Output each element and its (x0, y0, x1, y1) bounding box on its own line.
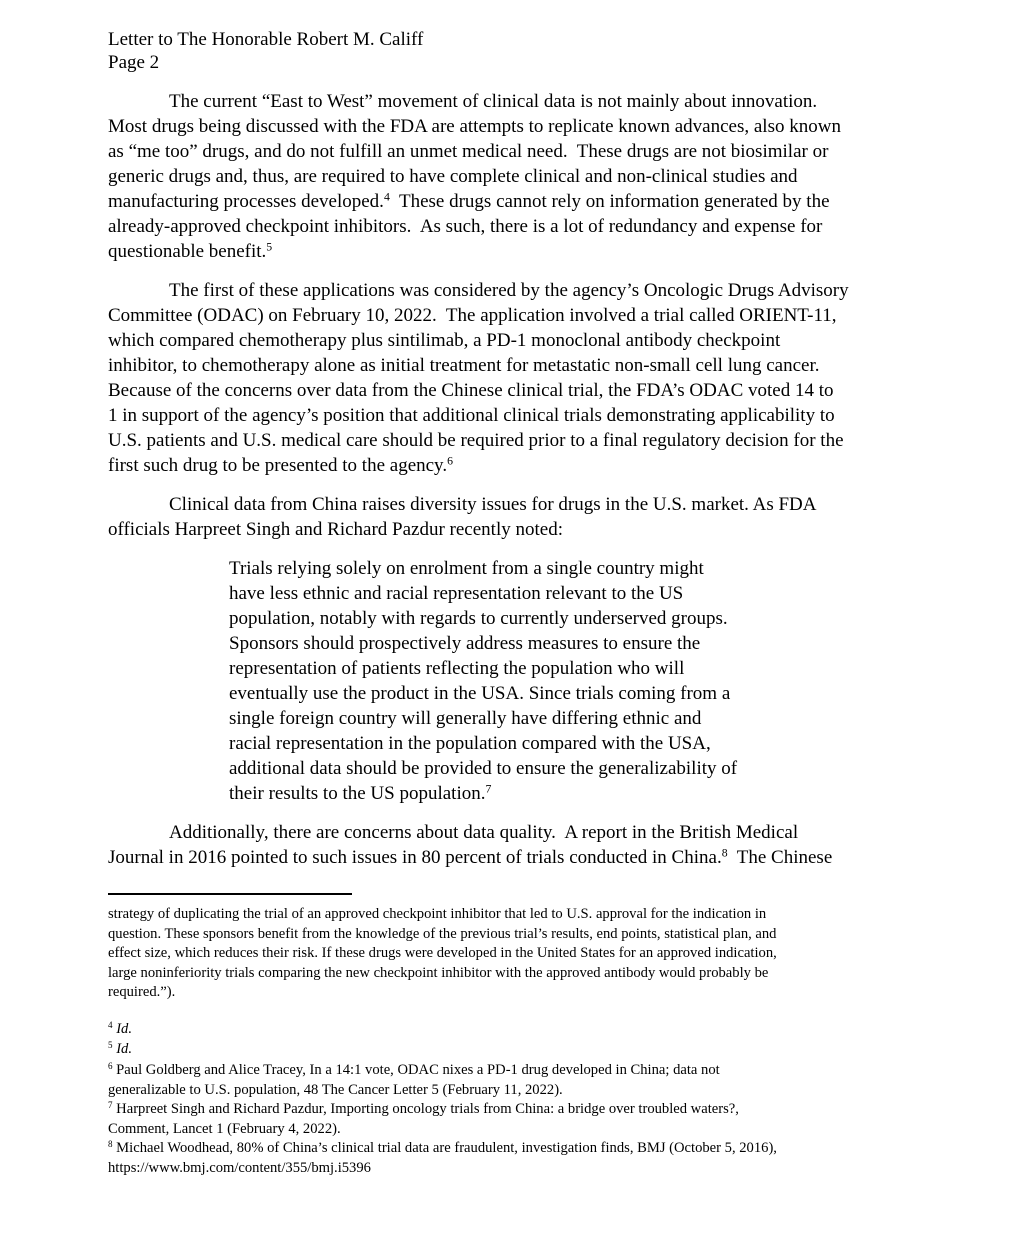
text-span: Journal in 2016 pointed to such issues in 80 percent of trials conducted in China. (108, 847, 722, 868)
text-line: Most drugs being discussed with the FDA are attempts to replicate known advances, also known (108, 116, 841, 137)
footnote-line: required.”). (108, 984, 176, 1000)
text-span: manufacturing processes developed. (108, 191, 384, 212)
footnote-text: Id. (116, 1021, 132, 1037)
text-line (108, 453, 453, 478)
footnote-text: Paul Goldberg and Alice Tracey, In a 14:1 vote, ODAC nixes a PD-1 drug developed in China; data not (112, 1062, 720, 1078)
text-line (108, 239, 272, 264)
footnote-ref-8[interactable]: 8 (721, 846, 728, 860)
footnote-line: Comment, Lancet 1 (February 4, 2022). (108, 1120, 341, 1137)
letter-header-title: Letter to The Honorable Robert M. Califf (108, 29, 424, 50)
footnote-ref-5[interactable]: 5 (266, 240, 273, 254)
quote-line: single foreign country will generally have differing ethnic and (229, 708, 702, 729)
footnote-ref-6[interactable]: 6 (447, 454, 453, 468)
text-line (108, 845, 832, 870)
footnote-line: large noninferiority trials comparing the new checkpoint inhibitor with the approved antibody would probably be (108, 964, 769, 981)
text-line: officials Harpreet Singh and Richard Pazdur recently noted: (108, 519, 563, 540)
text-span: first such drug to be presented to the agency. (108, 455, 448, 476)
footnote-number: 6 (108, 1061, 113, 1072)
quote-line: racial representation in the population compared with the USA, (229, 733, 711, 754)
footnote-text: Id. (116, 1041, 132, 1057)
footnote-8 (108, 1139, 777, 1159)
text-line: The current “East to West” movement of clinical data is not mainly about innovation. (169, 91, 818, 112)
text-line: 1 in support of the agency’s position that additional clinical trials demonstrating applicability to (108, 405, 835, 426)
text-line: Because of the concerns over data from the Chinese clinical trial, the FDA’s ODAC voted 14 to (108, 380, 834, 401)
footnote-line: generalizable to U.S. population, 48 The Cancer Letter 5 (February 11, 2022). (108, 1081, 563, 1098)
footnote-number: 4 (108, 1020, 113, 1031)
text-line: as “me too” drugs, and do not fulfill an unmet medical need. These drugs are not biosimilar or (108, 141, 829, 162)
footnote-4 (108, 1020, 132, 1040)
footnote-url-link[interactable]: https://www.bmj.com/content/355/bmj.i5396 (108, 1159, 371, 1176)
text-line (108, 189, 830, 214)
quote-line: eventually use the product in the USA. Since trials coming from a (229, 683, 731, 704)
quote-line: representation of patients reflecting the population who will (229, 658, 685, 679)
text-line: Committee (ODAC) on February 10, 2022. The application involved a trial called ORIENT-11, (108, 305, 837, 326)
text-span: questionable benefit. (108, 241, 267, 262)
footnote-ref-4[interactable]: 4 (383, 190, 390, 204)
quote-line: additional data should be provided to ensure the generalizability of (229, 758, 738, 779)
footnote-number: 5 (108, 1040, 113, 1051)
text-span: These drugs cannot rely on information generated by the (389, 191, 830, 212)
footnote-text: Harpreet Singh and Richard Pazdur, Importing oncology trials from China: a bridge over troubled waters?, (112, 1101, 739, 1117)
text-span: their results to the US population. (229, 783, 486, 804)
text-line: U.S. patients and U.S. medical care should be required prior to a final regulatory decision for the (108, 430, 844, 451)
quote-line: Trials relying solely on enrolment from a single country might (229, 558, 704, 579)
footnote-number: 7 (108, 1100, 113, 1111)
text-line: generic drugs and, thus, are required to have complete clinical and non-clinical studies and (108, 166, 798, 187)
footnote-7 (108, 1100, 739, 1120)
page-number: Page 2 (108, 52, 160, 73)
text-line: The first of these applications was considered by the agency’s Oncologic Drugs Advisory (169, 280, 849, 301)
quote-line: have less ethnic and racial representation relevant to the US (229, 583, 684, 604)
footnote-number: 8 (108, 1139, 113, 1150)
footnote-ref-7[interactable]: 7 (485, 782, 492, 796)
text-line: inhibitor, to chemotherapy alone as initial treatment for metastatic non-small cell lung cancer. (108, 355, 820, 376)
footnote-separator (108, 893, 352, 895)
quote-line: population, notably with regards to currently underserved groups. (229, 608, 728, 629)
footnote-5 (108, 1040, 132, 1060)
footnote-line: strategy of duplicating the trial of an approved checkpoint inhibitor that led to U.S. approval for the indication in (108, 906, 767, 922)
quote-line: Sponsors should prospectively address measures to ensure the (229, 633, 701, 654)
text-line: Clinical data from China raises diversity issues for drugs in the U.S. market. As FDA (169, 494, 817, 515)
text-line: already-approved checkpoint inhibitors. As such, there is a lot of redundancy and expense for (108, 216, 823, 237)
footnote-line: question. These sponsors benefit from the knowledge of the previous trial’s results, end points, statistical plan, and (108, 925, 777, 942)
text-line: which compared chemotherapy plus sintilimab, a PD-1 monoclonal antibody checkpoint (108, 330, 781, 351)
footnote-text: Michael Woodhead, 80% of China’s clinical trial data are fraudulent, investigation finds, BMJ (October 5, 2016), (112, 1140, 777, 1156)
footnote-6 (108, 1061, 720, 1081)
footnote-line: effect size, which reduces their risk. If these drugs were developed in the United States for an approved indication, (108, 945, 777, 961)
text-span: The Chinese (727, 847, 833, 868)
quote-line (229, 781, 491, 806)
text-line: Additionally, there are concerns about data quality. A report in the British Medical (169, 822, 799, 843)
